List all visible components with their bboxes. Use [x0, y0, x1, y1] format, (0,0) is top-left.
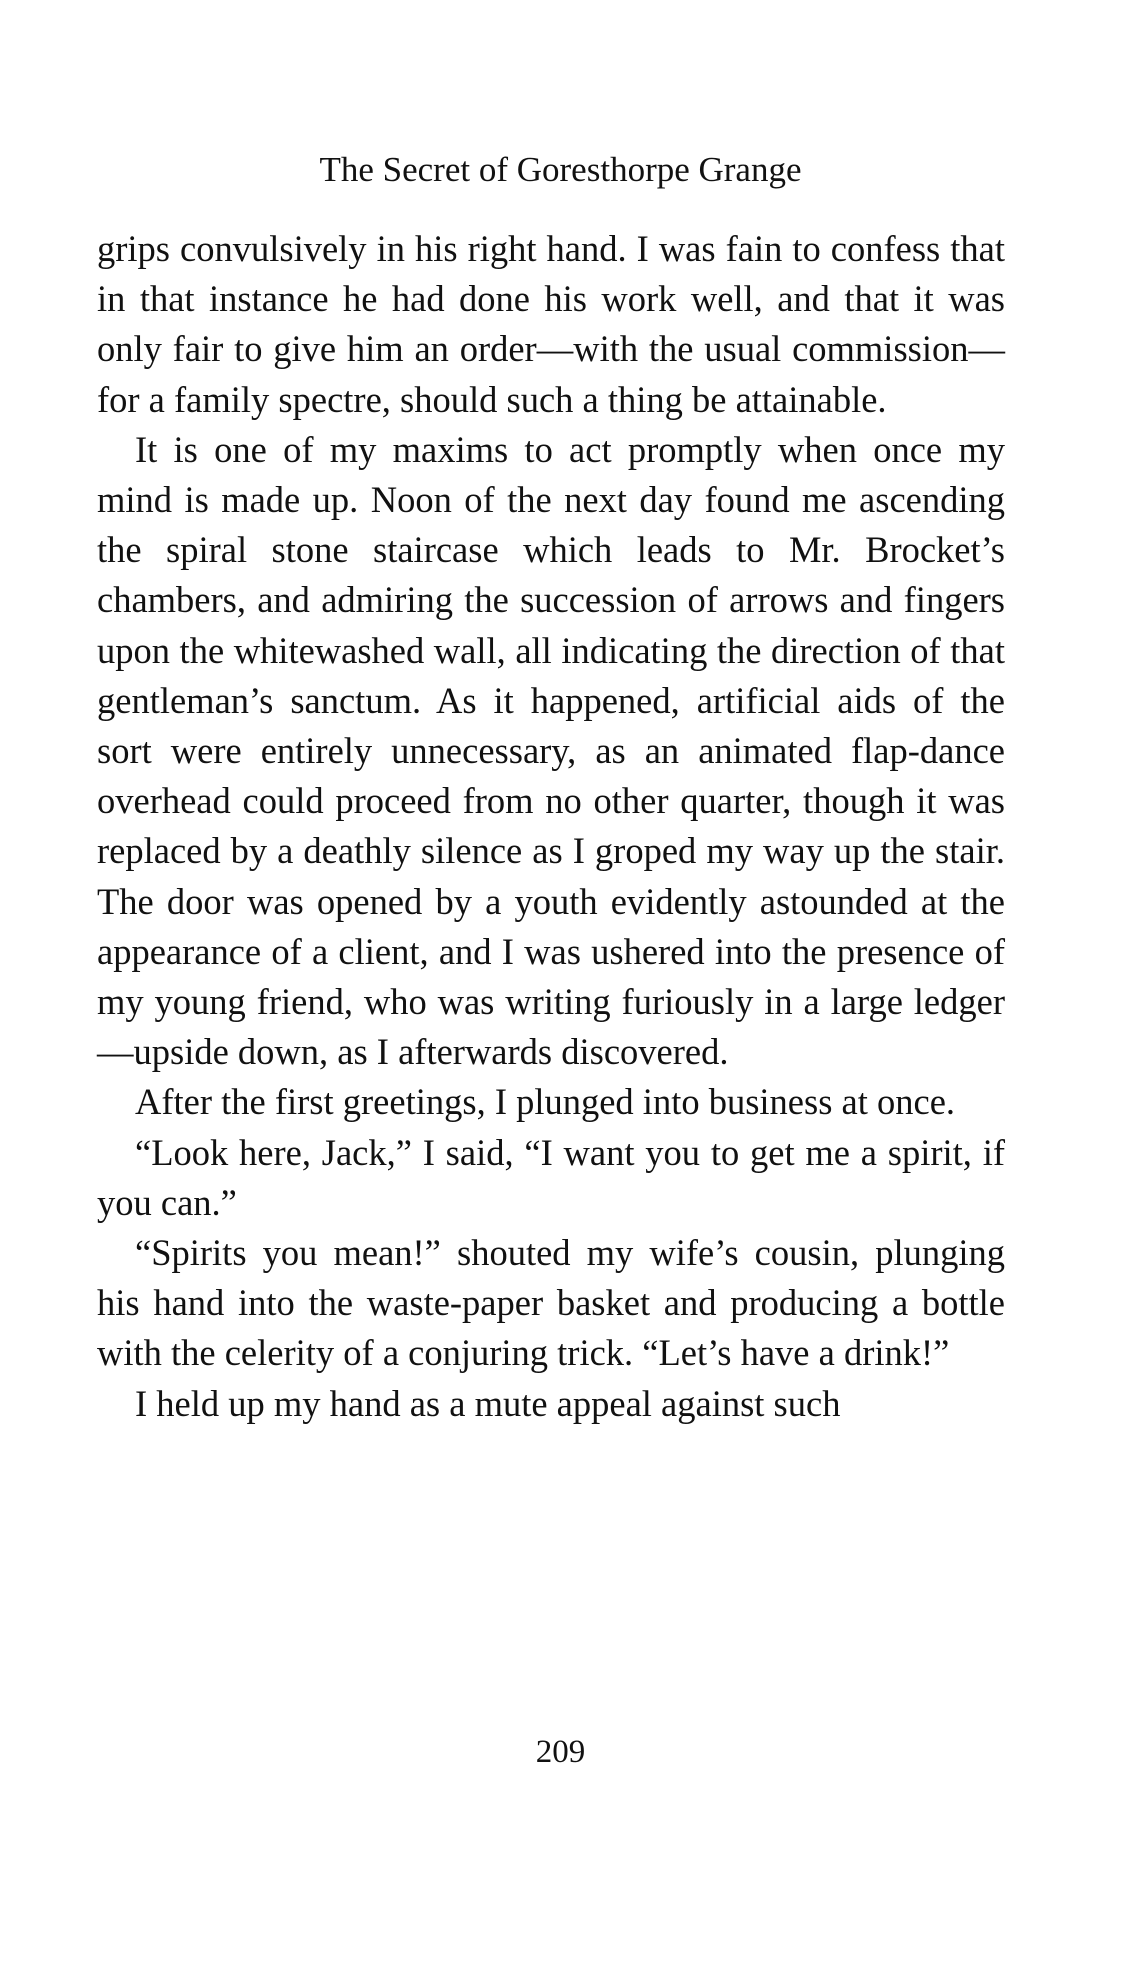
body-text [97, 224, 1005, 1429]
paragraph-last: I held up my hand as a mute appeal against such [135, 1382, 841, 1424]
page-number: 209 [535, 1734, 586, 1770]
paragraph: After the first greetings, I plunged into business at once. [135, 1081, 956, 1123]
paragraph: It is one of my maxims to act promptly when once my mind is made up. Noon of the next day found me ascending the spiral stone staircase which leads to Mr. Brocket’s chambers, and admiring the succession of arrows and fingers upon the whitewashed wall, all indicating the direction of that gentleman’s sanctum. As it happened, artificial aids of the sort were entirely unnecessary, as an animated flap-dance overhead could proceed from no other quarter, though it was replaced by a deathly silence as I groped my way up the stair. The door was opened by a youth evidently astounded at the appearance of a client, and I was ushered into the presence of my young friend, who was writing furiously in a large ledger—upside down, as I afterwards discovered. [97, 428, 1005, 1073]
paragraph-continued: grips convulsively in his right hand. I was fain to confess that in that instance he had done his work well, and that it was only fair to give him an order—with the usual commission—for a family spectre, should such a thing be attainable. [97, 228, 1005, 420]
paragraph: “Spirits you mean!” shouted my wife’s cousin, plunging his hand into the waste-paper basket and producing a bottle with the celerity of a conjuring trick. “Let’s have a drink!” [97, 1232, 1005, 1374]
running-head: The Secret of Goresthorpe Grange [319, 150, 802, 189]
paragraph: “Look here, Jack,” I said, “I want you to get me a spirit, if you can.” [97, 1131, 1005, 1223]
